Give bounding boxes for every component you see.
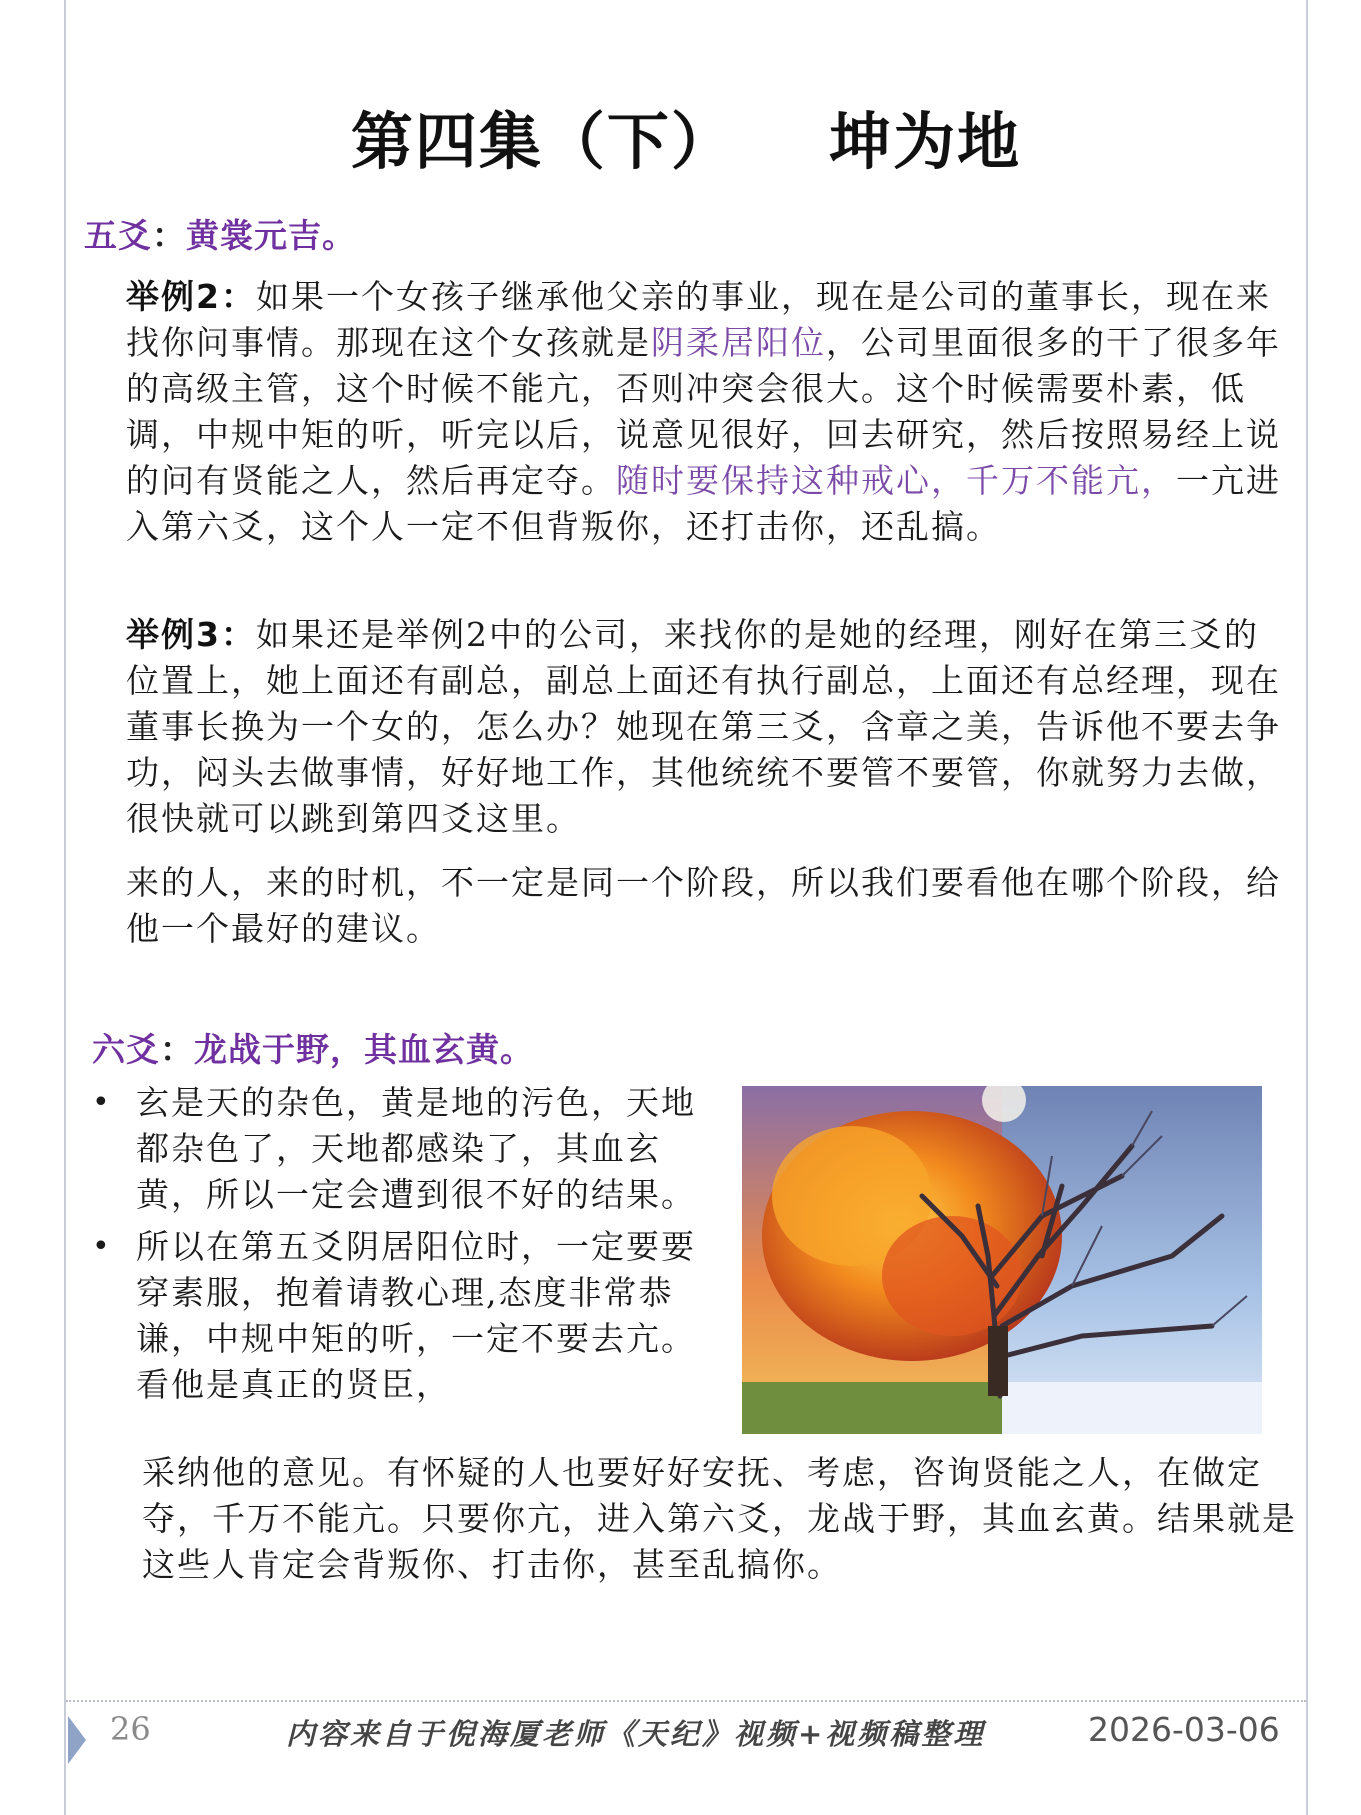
example-3-text: 如果还是举例2中的公司，来找你的是她的经理，刚好在第三爻的位置上，她上面还有副总，副总上面还有执行副总，上面还有总经理，现在董事长换为一个女的，怎么办？她现在第三爻，含章之美，告诉他不要去争功，闷头去做事情，好好地工作，其他统统不要管不要管，你就努力去做，很快就可以跳到第四爻这里。 bbox=[126, 615, 1281, 838]
footer-divider bbox=[66, 1700, 1306, 1702]
example-2-text-a: 如果一个女孩子继承他父亲的事业，现在是公司的董事长，现在来找你问事情。那现在这个女孩就是 bbox=[126, 277, 1271, 362]
continuation-paragraph: 采纳他的意见。有怀疑的人也要好好安抚、考虑，咨询贤能之人，在做定夺，千万不能亢。只要你亢，进入第六爻，龙战于野，其血玄黄。结果就是这些人肯定会背叛你、打击你，甚至乱搞你。 bbox=[142, 1453, 1297, 1584]
bullet-text: 所以在第五爻阴居阳位时，一定要要穿素服，抱着请教心理,态度非常恭谦，中规中矩的听，一定不要去亢。看他是真正的贤臣， bbox=[136, 1227, 696, 1404]
section-six-label: 六爻 bbox=[92, 1030, 160, 1069]
section-five-colon: ： bbox=[152, 216, 186, 255]
example-2-label: 举例2： bbox=[126, 277, 256, 316]
section-six-heading bbox=[92, 1024, 534, 1071]
source-credit: 内容来自于倪海厦老师《天纪》视频+视频稿整理 bbox=[286, 1717, 986, 1751]
example-2-text-c: 一亢进入第六爻，这个人一定不但背叛你，还打击你，还乱搞。 bbox=[126, 461, 1281, 546]
example-2-highlight-b: 随时要保持这种戒心，千万不能亢， bbox=[616, 461, 1176, 500]
triangle-arrow-icon bbox=[68, 1716, 86, 1764]
bullet-list bbox=[88, 1080, 708, 1414]
example-3-paragraph bbox=[126, 612, 1286, 842]
section-six-text: 龙战于野，其血玄黄。 bbox=[194, 1030, 534, 1069]
bullet-item bbox=[88, 1224, 708, 1408]
example-3-label: 举例3： bbox=[126, 615, 256, 654]
example-2-paragraph bbox=[126, 274, 1286, 550]
left-margin-rule bbox=[64, 0, 66, 1815]
example-2-highlight-a: 阴柔居阳位 bbox=[651, 323, 826, 362]
footer-date: 2026-03-06 bbox=[1088, 1710, 1280, 1749]
section-five-heading bbox=[84, 210, 356, 257]
bullet-item bbox=[88, 1080, 708, 1218]
section-five-text: 黄裳元吉。 bbox=[186, 216, 356, 255]
section-five-label: 五爻 bbox=[84, 216, 152, 255]
section-six-colon: ： bbox=[160, 1030, 194, 1069]
bullet-dot: • bbox=[92, 1229, 112, 1264]
note-paragraph: 来的人，来的时机，不一定是同一个阶段，所以我们要看他在哪个阶段，给他一个最好的建议。 bbox=[126, 863, 1281, 948]
bullet-text: 玄是天的杂色，黄是地的污色，天地都杂色了，天地都感染了，其血玄黄，所以一定会遭到很不好的结果。 bbox=[136, 1083, 696, 1214]
four-seasons-tree-image bbox=[742, 1086, 1262, 1434]
page-title: 第四集（下） 坤为地 bbox=[350, 105, 1022, 178]
bullet-dot: • bbox=[92, 1085, 112, 1120]
page-number: 26 bbox=[110, 1710, 151, 1748]
example-2-text-b: ，公司里面很多的干了很多年的高级主管，这个时候不能亢，否则冲突会很大。这个时候需要朴素，低调，中规中矩的听，听完以后，说意见很好，回去研究，然后按照易经上说的问有贤能之人，然后再定夺。 bbox=[126, 323, 1281, 500]
